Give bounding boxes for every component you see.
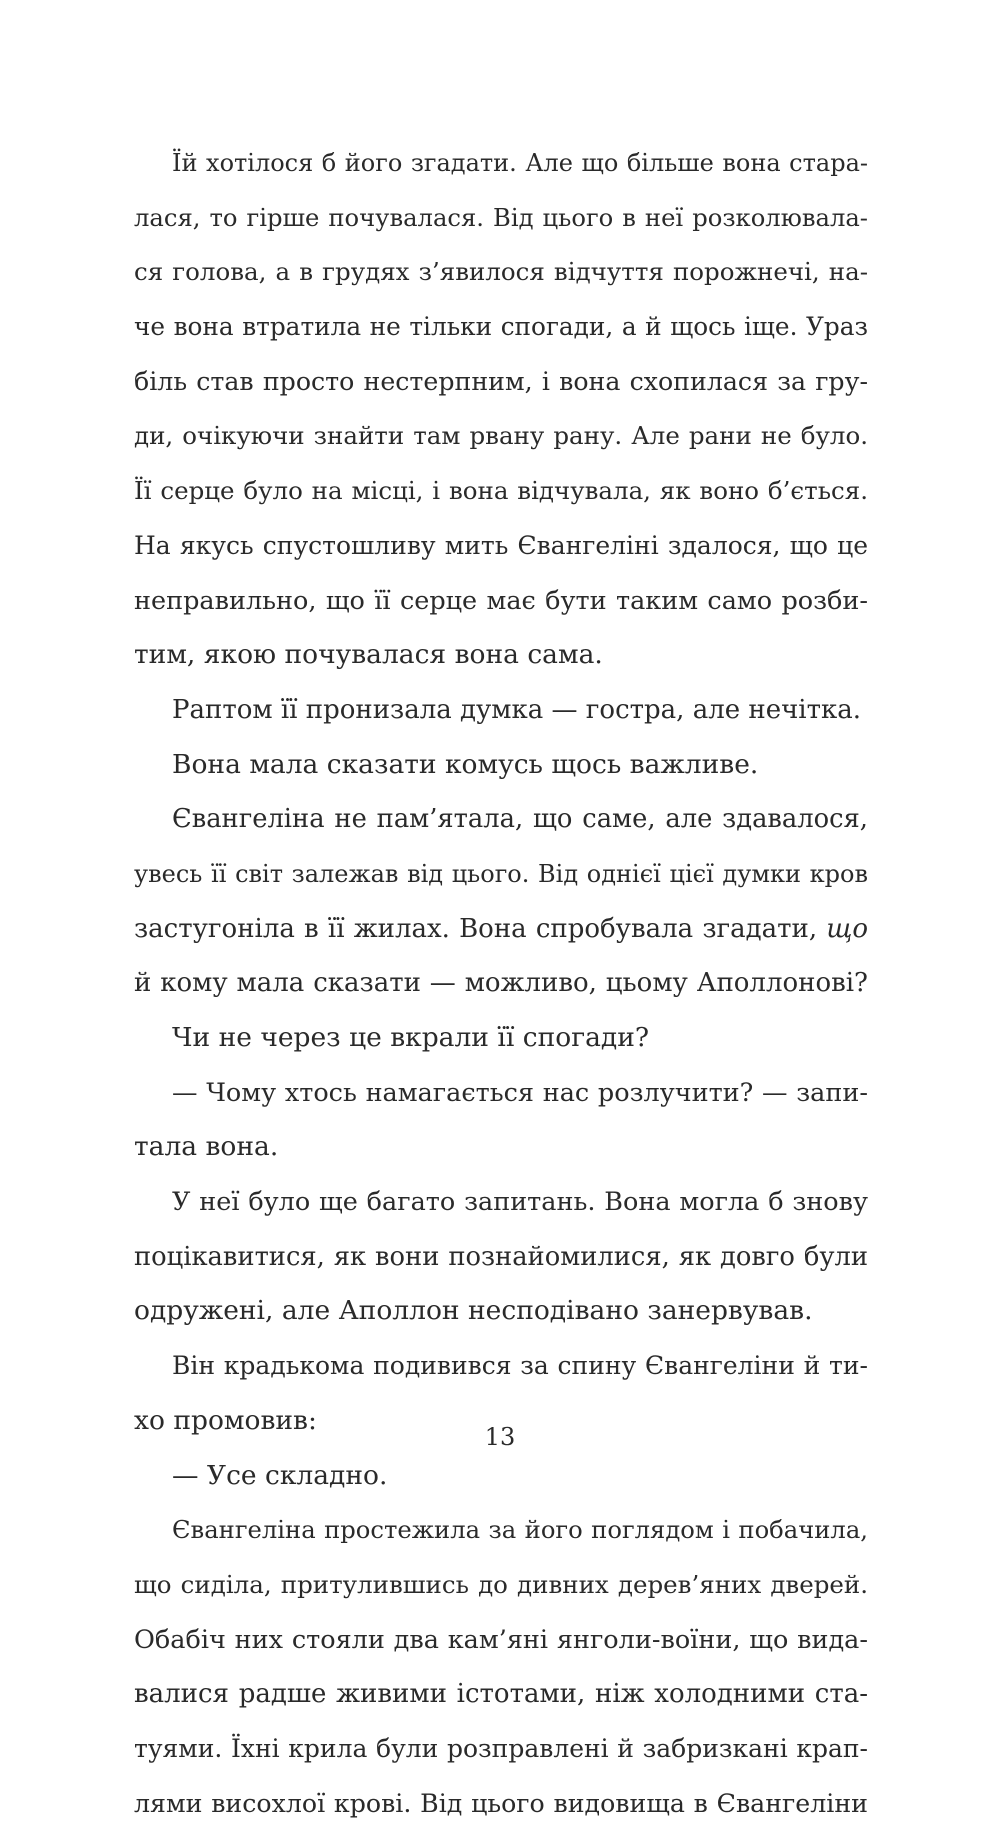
text-line: лася, то гірше почувалася. Від цього в неї розколювала- <box>134 202 868 232</box>
text-line: Їй хотілося б його згадати. Але що більше вона стара- <box>172 149 868 177</box>
text-line-with-italic <box>134 902 868 957</box>
text-line: тим, якою почувалася вона сама. <box>134 639 603 671</box>
text-segment: застугоніла в її жилах. Вона спробувала згадати, <box>134 913 818 944</box>
text-line: Він крадькома подивився за спину Євангеліни й ти- <box>172 1351 868 1381</box>
text-line: лями висохлої крові. Від цього видовища в Євангеліни <box>134 1788 868 1818</box>
text-line: тала вона. <box>134 1131 279 1163</box>
italic-word: що <box>826 913 868 944</box>
text-line: увесь її світ залежав від цього. Від однієї цієї думки кров <box>134 859 868 888</box>
text-line: туями. Їхні крила були розправлені й забризкані крап- <box>134 1733 868 1763</box>
text-line: неправильно, що її серце має бути таким само розби- <box>134 585 868 616</box>
text-line: — Усе складно. <box>172 1459 388 1491</box>
text-line: ся голова, а в грудях з’явилося відчуття порожнечі, на- <box>134 257 868 287</box>
text-line: Євангеліна простежила за його поглядом і побачила, <box>172 1515 868 1545</box>
text-line: Євангеліна не пам’ятала, що саме, але здавалося, <box>172 804 868 835</box>
text-line: Її серце було на місці, і вона відчувала, як воно б’ється. <box>134 476 868 506</box>
text-line: й кому мала сказати — можливо, цьому Аполлонові? <box>134 968 868 999</box>
page-number: 13 <box>484 1423 516 1451</box>
text-line: що сиділа, притулившись до дивних дерев’яних дверей. <box>134 1569 868 1599</box>
text-line: Обабіч них стояли два кам’яні янголи-воїни, що вида- <box>134 1624 868 1655</box>
text-line: Раптом її пронизала думка — гостра, але нечітка. <box>172 694 861 725</box>
text-line: біль став просто нестерпним, і вона схопилася за гру- <box>134 366 868 396</box>
text-line: На якусь спустошливу мить Євангеліні здалося, що це <box>134 530 868 560</box>
text-line: У неї було ще багато запитань. Вона могла б знову <box>172 1187 868 1218</box>
text-line: че вона втратила не тільки спогади, а й щось іще. Ураз <box>134 312 868 342</box>
text-line: поцікавитися, як вони познайомилися, як довго були <box>134 1241 868 1272</box>
text-line: хо промовив: <box>134 1404 317 1436</box>
text-line: ди, очікуючи знайти там рвану рану. Але рани не було. <box>134 421 868 451</box>
text-line: одружені, але Аполлон несподівано занервував. <box>134 1295 813 1327</box>
text-line: — Чому хтось намагається нас розлучити? — запи- <box>172 1077 868 1108</box>
body-text <box>134 136 868 1831</box>
text-line: Чи не через це вкрали її спогади? <box>172 1022 650 1053</box>
text-line: Вона мала сказати комусь щось важливе. <box>172 748 759 780</box>
text-line: валися радше живими істотами, ніж холодними ста- <box>134 1679 868 1710</box>
